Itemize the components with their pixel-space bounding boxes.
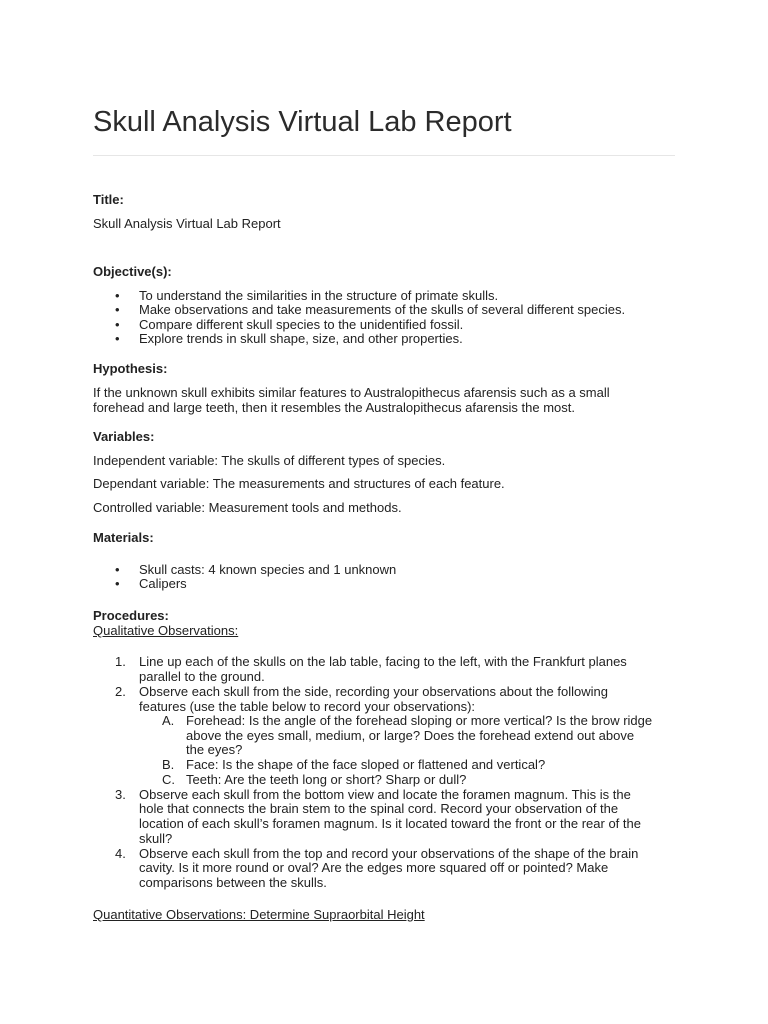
title-value: Skull Analysis Virtual Lab Report (93, 216, 281, 231)
quantitative-subheading: Quantitative Observations: Determine Supraorbital Height (93, 907, 425, 922)
step-line: features (use the table below to record your observations): (139, 699, 476, 714)
step-line: Observe each skull from the side, recording your observations about the following (139, 684, 608, 699)
step-line: hole that connects the brain stem to the spinal cord. Record your observation of the (139, 801, 619, 816)
bullet: • (115, 302, 120, 317)
step-line: Observe each skull from the top and record your observations of the shape of the brain (139, 846, 639, 861)
materials-heading: Materials: (93, 530, 154, 545)
step-number: 2. (115, 684, 126, 699)
substep-line: Teeth: Are the teeth long or short? Sharp or dull? (186, 772, 467, 787)
bullet: • (115, 331, 120, 346)
bullet: • (115, 288, 120, 303)
dependent-variable: Dependant variable: The measurements and structures of each feature. (93, 476, 505, 491)
procedures-heading: Procedures: (93, 608, 169, 623)
step-line: comparisons between the skulls. (139, 875, 327, 890)
bullet: • (115, 576, 120, 591)
step-line: parallel to the ground. (139, 669, 265, 684)
controlled-variable: Controlled variable: Measurement tools and methods. (93, 500, 402, 515)
hypothesis-line: If the unknown skull exhibits similar features to Australopithecus afarensis such as a small (93, 385, 610, 400)
substep-letter: A. (162, 713, 175, 728)
step-line: Line up each of the skulls on the lab table, facing to the left, with the Frankfurt planes (139, 654, 627, 669)
independent-variable: Independent variable: The skulls of different types of species. (93, 453, 446, 468)
bullet: • (115, 317, 120, 332)
step-line: Observe each skull from the bottom view and locate the foramen magnum. This is the (139, 787, 631, 802)
substep-letter: B. (162, 757, 175, 772)
substep-line: the eyes? (186, 742, 243, 757)
variables-heading: Variables: (93, 429, 155, 444)
page-title: Skull Analysis Virtual Lab Report (93, 106, 512, 138)
substep-line: above the eyes small, medium, or large? Does the forehead extend out above (186, 728, 635, 743)
objective-text: Compare different skull species to the unidentified fossil. (139, 317, 464, 332)
material-text: Calipers (139, 576, 187, 591)
title-divider (93, 155, 675, 156)
objective-text: Explore trends in skull shape, size, and other properties. (139, 331, 463, 346)
material-text: Skull casts: 4 known species and 1 unknown (139, 562, 397, 577)
step-number: 4. (115, 846, 126, 861)
title-heading: Title: (93, 192, 124, 207)
substep-line: Face: Is the shape of the face sloped or flattened and vertical? (186, 757, 546, 772)
objectives-heading: Objective(s): (93, 264, 172, 279)
step-line: skull? (139, 831, 173, 846)
hypothesis-line: forehead and large teeth, then it resembles the Australopithecus afarensis the most. (93, 400, 576, 415)
objective-text: Make observations and take measurements of the skulls of several different species. (139, 302, 626, 317)
substep-letter: C. (162, 772, 175, 787)
step-number: 1. (115, 654, 126, 669)
substep-line: Forehead: Is the angle of the forehead sloping or more vertical? Is the brow ridge (186, 713, 653, 728)
step-line: location of each skull’s foramen magnum. Is it located toward the front or the rear of the (139, 816, 641, 831)
objective-text: To understand the similarities in the structure of primate skulls. (139, 288, 499, 303)
step-number: 3. (115, 787, 126, 802)
qualitative-subheading: Qualitative Observations: (93, 623, 239, 638)
bullet: • (115, 562, 120, 577)
hypothesis-heading: Hypothesis: (93, 361, 168, 376)
step-line: cavity. Is it more round or oval? Are the edges more squared off or pointed? Make (139, 860, 609, 875)
